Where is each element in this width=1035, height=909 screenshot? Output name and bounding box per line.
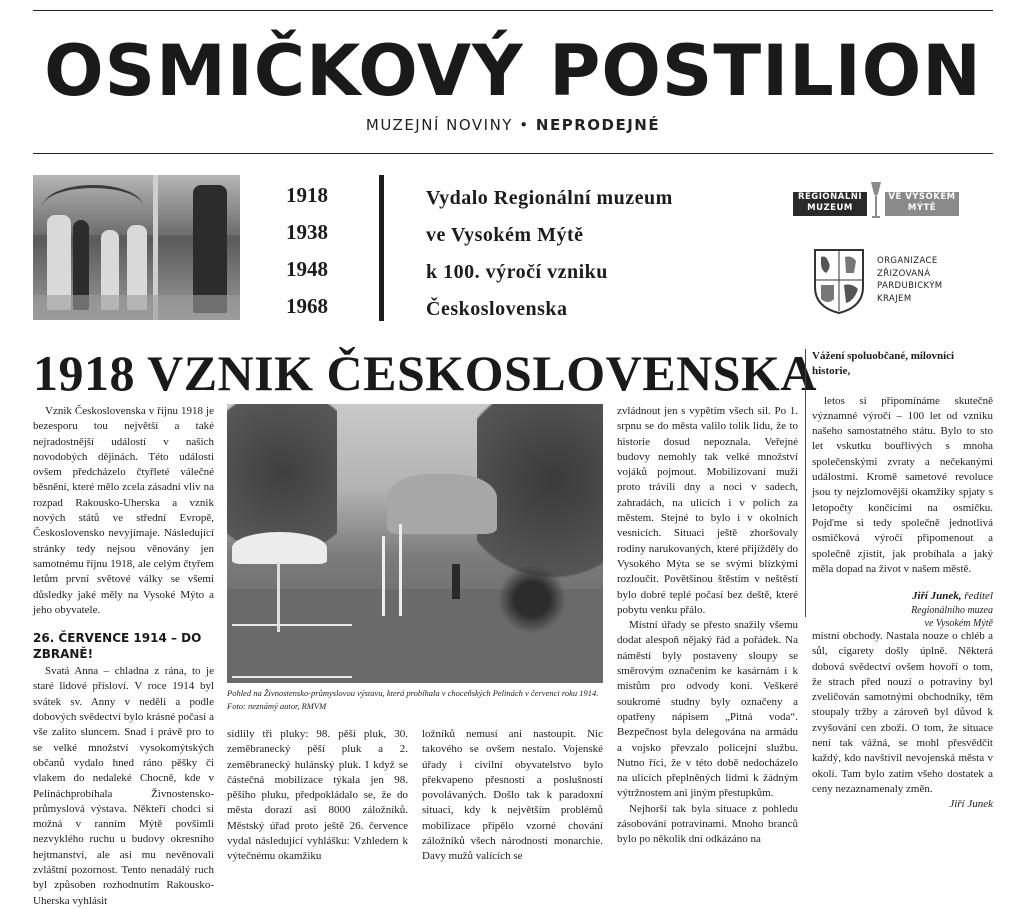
- article-column-5: [812, 629, 993, 813]
- article-headline: 1918 VZNIK ČESKOSLOVENSKA: [33, 345, 817, 401]
- article-column-2: [227, 727, 408, 865]
- intro-paragraph: Vznik Československa v říjnu 1918 je bezesporu tou největší a také nejradostnější událostí v našich novodobých dějinách. Této události ovšem předcházelo čtyřleté válečné běsnění, které mělo zcela zásadní vliv na rozpad Rakousko-Uherska a vznik nových států ve střední Evropě, Československo nevyjímaje. Následující stránky tedy nejsou věnovány jen samotnému říjnu 1918, ale celým čtyřem letům první světové války se všemi důsledky jaké měly na Vysoké Mýto a jeho obyvatele.: [33, 405, 214, 616]
- caption-credit: Foto: neznámý autor, RMVM: [227, 701, 327, 711]
- historic-photo-ceremony: [33, 175, 240, 320]
- article-column-4: [617, 404, 798, 848]
- org-line: KRAJEM: [877, 293, 912, 304]
- editor-letter: [812, 349, 993, 630]
- publisher-line: ve Vysokém Mýtě: [426, 224, 584, 246]
- section-subhead: 26. ČERVENCE 1914 – DO ZBRANĚ!: [33, 631, 202, 662]
- body-paragraph: zvládnout jen s vypětím všech sil. Po 1. srpnu se do města valilo tolik lidu, že to historie dosud nepoznala. Veřejné budovy nemohly tak velké množství vojáků pojmout. Mobilizovaní muži proto trávili dny a noci v sadech, zahradách, na ulicích i v polích za městem. Stejné to bylo i v okolních vesnicích. Situaci ještě zhoršovaly rodiny narukovaných, které přijížděly do Vysokého Mýta se se svými blízkými rozloučit. Povětšinou štěstím v neštěstí bylo dobré teplé počasí bez deště, které pobytu venku přálo.: [617, 405, 798, 616]
- org-line: PARDUBICKÝM: [877, 281, 943, 291]
- regional-coat-of-arms-icon: [812, 247, 866, 315]
- photo-caption: [227, 687, 607, 713]
- masthead-rule: [33, 153, 993, 154]
- body-paragraph: Svatá Anna – chladna z rána, to je staré lidové přísloví. V roce 1914 byl svátek sv. Anny v neděli a podle dobových svědectví bylo krásné počasí a vše zalito sluncem. Snad i právě pro to se velké množství vysokomýtských občanů vydalo hned ráno pěšky či vlakem do nedaleké Chocně, kde v Pelináchprobíhala Živnostensko-průmyslová výstava. Někteří chodci si možná v ranním Mýtě povšimli nezvyklého ruchu u budovy okresního hejtmanství, ale asi mu nevěnovali zvláštní pozornost. Tento nenadálý ruch byl způsoben rozhodnutím Rakousko-Uherska vyhlásit: [33, 665, 214, 907]
- article-column-1: [33, 404, 214, 909]
- letter-divider: [805, 349, 806, 617]
- exhibition-photo: [227, 404, 603, 683]
- signature-org-line: Regionálního muzea: [911, 605, 993, 617]
- subtitle-text: MUZEJNÍ NOVINY: [365, 116, 513, 134]
- letter-signature: [812, 589, 993, 604]
- publisher-line: k 100. výročí vzniku: [426, 261, 608, 283]
- body-paragraph: místní obchody. Nastala nouze o chléb a sůl, cigarety došly úplně. Některá dobová svědectví ovšem hovoří o tom, že strach před nouzí o potraviny byl zveličován samotnými obchodníky, těm stoupaly tržby a zároveň byl důvod k zvyšování cen zboží. O tom, že situace není tak vážná, se mohl přesvědčit každý, kdo navštívil nevojenská města v okolí. Tam bylo zatím všeho dostatek a ceny nezaznamenaly změn.: [812, 630, 993, 795]
- publisher-line: Československa: [426, 298, 568, 320]
- body-paragraph: Nejhorší tak byla situace z pohledu zásobování potravinami. Mnoho branců bylo po několik dní odkázáno na: [617, 802, 798, 846]
- letter-body: letos si připomínáme skutečně významné výročí – 100 let od vzniku našeho samostatného státu. Bylo to sto let vskutku bouřlivých s mnoha společenskými zvraty a nečekanými událostmi. Kromě sametové revoluce jsou ty nejzlomovější okamžiky spjaty s letopočty končícími na osmičku. Pojďme si tedy společně jednotlivá osmičková výročí připomenout a společně zjistit, jak probíhala a jaký měla dopad na život v našem městě.: [812, 394, 993, 575]
- year-item: 1918: [286, 183, 328, 207]
- top-rule: [33, 10, 993, 11]
- logo-left-line: MUZEUM: [807, 203, 853, 213]
- masthead-title: OSMIČKOVÝ POSTILION: [44, 30, 982, 112]
- signature-title: ředitel: [964, 590, 993, 603]
- logo-left-block: [793, 192, 867, 216]
- article-signature: Jiří Junek: [949, 798, 993, 811]
- letter-greeting: Vážení spoluobčané, milovníci historie,: [812, 350, 955, 378]
- logo-left-line: REGIONÁLNÍ: [797, 192, 863, 202]
- subtitle-not-for-sale: NEPRODEJNÉ: [535, 116, 661, 134]
- org-line: ZŘIZOVANÁ: [877, 268, 931, 279]
- org-line: ORGANIZACE: [877, 256, 938, 266]
- vertical-divider: [379, 175, 384, 321]
- year-item: 1938: [286, 220, 328, 244]
- goblet-icon: [869, 180, 883, 220]
- article-column-3: [422, 727, 603, 865]
- subtitle-separator: •: [519, 116, 530, 134]
- year-list: [286, 180, 366, 328]
- year-item: 1948: [286, 257, 328, 281]
- organization-note: [877, 255, 987, 305]
- signature-org-line: ve Vysokém Mýtě: [924, 618, 993, 630]
- masthead-subtitle: [33, 116, 993, 134]
- body-paragraph: sídlily tři pluky: 98. pěší pluk, 30. zeměbranecký pěší pluk a 2. zeměbranecký hulánský pluk. I když se částečná mobilizace týkala jen 98. pěšího pluku, předpokládalo se, že do města dorazí asi 8000 záložníků. Městský úřad proto ještě 26. července vydal následující vyhlášku: Vzhledem k výtečnému okamžiku: [227, 728, 408, 863]
- logo-right-line: MÝTĚ: [907, 203, 937, 213]
- publisher-line: Vydalo Regionální muzeum: [426, 187, 673, 209]
- museum-logo: [793, 180, 959, 220]
- year-item: 1968: [286, 294, 328, 318]
- body-paragraph: Místní úřady se přesto snažily všemu dodat alespoň nějaký řád a pořádek. Na náměstí byly postaveny sloupy se směrovým označením ke kasárnám i k místům pro odvody koní. Veškeré soukromé studny byly označeny a opatřeny nápisem „Pitná voda“. Bezpečnost byla delegována na armádu a vojsko převzalo policejní službu. Nutno říci, že v této době nedocházelo na ulicích přeplněných lidmi k žádným výtržnostem ani jiným přestupkům.: [617, 619, 798, 800]
- signature-name: Jiří Junek,: [912, 590, 962, 603]
- logo-right-block: [885, 192, 959, 216]
- body-paragraph: ložníků nemusí ani nastoupit. Nic takového se ovšem nestalo. Vojenské úřady i civilní obyvatelstvo bylo překvapeno přesností a poslušností povolávaných. Došlo tak k paradoxní situaci, kdy k největším problémů mobilizace připělo vzorné chování záložníků všech národností monarchie. Davy mužů valících se: [422, 728, 603, 863]
- caption-text: Pohled na Živnostensko-průmyslovou výstavu, která probíhala v choceňských Pelinách v červenci roku 1914.: [227, 688, 599, 698]
- logo-right-line: VE VYSOKÉM: [888, 192, 956, 202]
- publisher-note: [426, 180, 776, 328]
